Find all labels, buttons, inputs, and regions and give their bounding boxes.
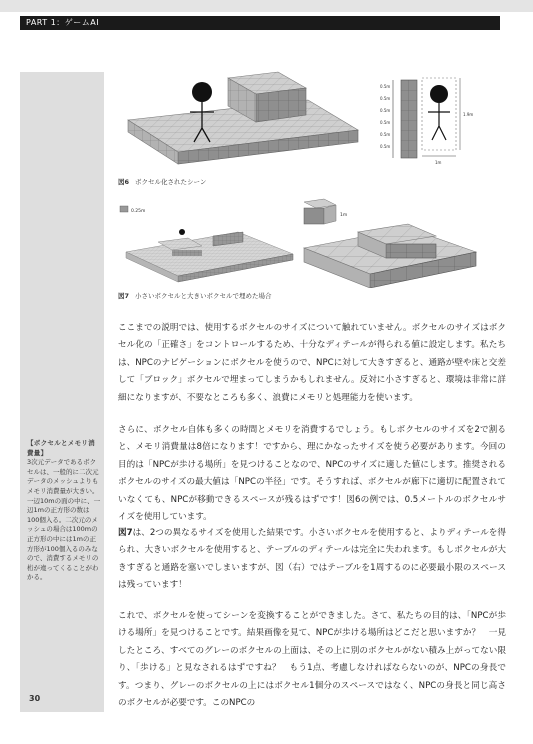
scale-label-4: 0.5m bbox=[380, 120, 391, 125]
scale-label-5: 0.5m bbox=[380, 132, 391, 137]
header-top-bar bbox=[0, 0, 533, 12]
large-voxel-label: 1m bbox=[340, 213, 348, 218]
paragraph-1 bbox=[118, 320, 506, 407]
sidebar-text: 3次元データであるボクセルは、一般的に二次元データのメッシュよりもメモリ消費量が大きい。一辺10mの面の中に、一辺1mの正方形の数は100個入る。二次元のメッシュの場合は100mの正方形の中には1mの正方形が100個入るのみなので、消費するメモリの桁が違ってくることがわかる。 bbox=[27, 458, 101, 582]
paragraph-4 bbox=[118, 608, 506, 712]
paragraph-2-text: さらに、ボクセル自体も多くの時間とメモリを消費するでしょう。もしボクセルのサイズを2で割ると、メモリ消費量は8倍になります！ですから、理にかなったサイズを使う必要があります。今回の目的は「NPCが歩ける場所」を見つけることなので、NPCのサイズに適した値にします。推奨されるボクセルのサイズの最大値は「NPCの半径」です。そうすれば、ボクセルが廊下に適切に配置されていなくても、NPCが移動できるスペースが残るはずです！図6の例では、0.5メートルのボクセルサイズを使用しています。 bbox=[118, 425, 506, 523]
section-label: PART 1：ゲームAI bbox=[26, 18, 100, 27]
figure-6 bbox=[118, 60, 508, 180]
figure-6-caption bbox=[118, 177, 206, 186]
scale-label-6: 0.5m bbox=[380, 144, 391, 149]
sidebar-title: 【ボクセルとメモリ消費量】 bbox=[27, 439, 95, 457]
sidebar-column bbox=[20, 72, 104, 712]
page-header bbox=[0, 0, 533, 38]
page-number: 30 bbox=[29, 694, 41, 703]
voxel-scene-illustration bbox=[118, 60, 508, 180]
small-voxel-label: 0.25m bbox=[131, 209, 146, 214]
figure-6-text: ボクセル化されたシーン bbox=[135, 178, 207, 186]
figure-7-reference: 図7 bbox=[118, 528, 133, 538]
scale-label-2: 0.5m bbox=[380, 96, 391, 101]
npc-head-icon-2 bbox=[430, 85, 448, 103]
voxel-column-scale bbox=[380, 78, 473, 165]
scale-label-3: 0.5m bbox=[380, 108, 391, 113]
scale-label-1: 0.5m bbox=[380, 84, 391, 89]
width-label: 1m bbox=[435, 160, 442, 165]
figure-7-caption bbox=[118, 291, 272, 300]
sidebar-note bbox=[27, 439, 101, 583]
figure-7 bbox=[118, 196, 508, 288]
paragraph-4-text: これで、ボクセルを使ってシーンを変換することができました。さて、私たちの目的は、「NPCが歩ける場所」を見つけることです。結果画像を見て、NPCが歩ける場所はどこだと思いますか？ 一見したところ、すべてのグレーのボクセルの上面は、その上に別のボクセルがない積み上がってない限り、「歩ける」と見なされるはずですね？ もう1点、考慮しなければならないのが、NPCの身長です。つまり、グレーのボクセルの上にはボクセル1個分のスペースではなく、NPCの身長と同じ高さのボクセルが必要です。このNPCの bbox=[118, 611, 506, 709]
paragraph-1-text: ここまでの説明では、使用するボクセルのサイズについて触れていません。ボクセルのサイズはボクセル化の「正確さ」をコントロールするため、十分なディテールが得られる値に設定します。私たちは、NPCのナビゲーションにボクセルを使うので、NPCに対して大きすぎると、通路が壁や床と交差して「ブロック」ボクセルで埋まってしまうかもしれません。反対に小さすぎると、環境は非常に詳細になりますが、不要なところも多く、浪費にメモリと処理能力を使います。 bbox=[118, 323, 506, 403]
paragraph-3-text: は、2つの異なるサイズを使用した結果です。小さいボクセルを使用すると、よりディテールを得られ、大きいボクセルを使用すると、テーブルのディテールは完全に失われます。もしボクセルが大きすぎると通路を塞いでしまいますが、図（右）ではテーブルを1周するのに必要最小限のスペースは残っています！ bbox=[118, 528, 507, 591]
height-label: 1.9m bbox=[463, 112, 474, 117]
figure-7-text: 小さいボクセルと大きいボクセルで埋めた場合 bbox=[135, 292, 272, 300]
paragraph-3 bbox=[118, 525, 506, 595]
voxel-size-comparison bbox=[118, 196, 508, 288]
npc-head-icon bbox=[192, 82, 212, 102]
figure-6-number: 図6 bbox=[118, 178, 130, 186]
figure-7-number: 図7 bbox=[118, 292, 130, 300]
paragraph-2 bbox=[118, 422, 506, 526]
